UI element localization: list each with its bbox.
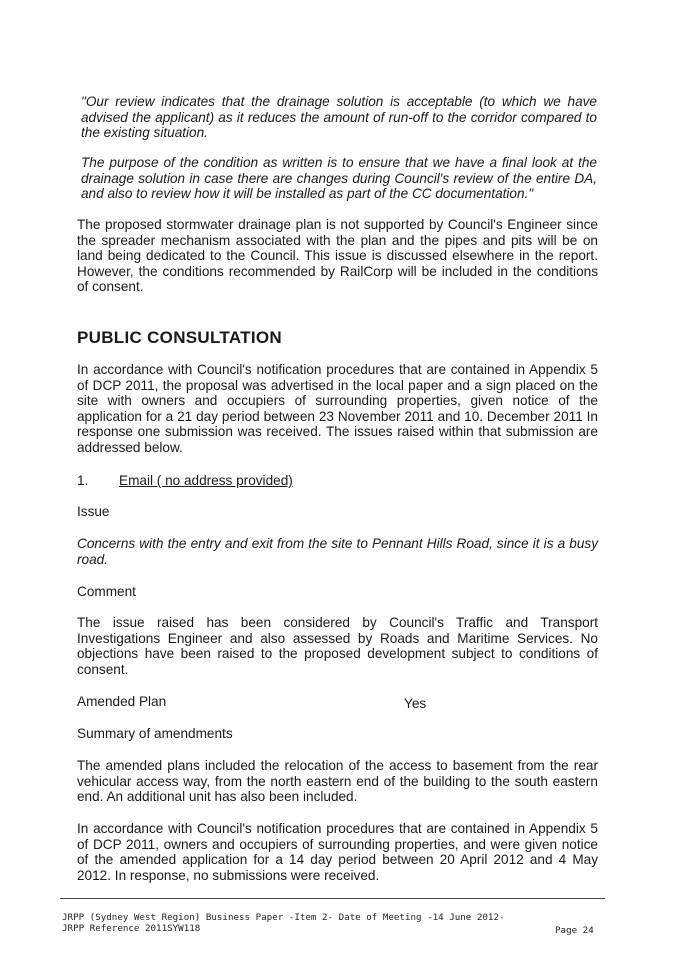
quote-paragraph-1: "Our review indicates that the drainage solution is acceptable (to which we have advised the applicant) as it reduces the amount of run-off to the corridor compared to the existing situation. — [81, 94, 597, 141]
footer-line-1: JRPP (Sydney West Region) Business Paper -Item 2- Date of Meeting -14 June 2012- — [62, 912, 505, 923]
summary-text: The amended plans included the relocation of the access to basement from the rear vehicular access way, from the north eastern end of the building to the south eastern end. An additional unit has also been included. — [77, 758, 598, 805]
issue-text: Concerns with the entry and exit from the site to Pennant Hills Road, since it is a busy road. — [77, 536, 598, 567]
page-number: Page 24 — [555, 925, 594, 936]
submission-number: 1. — [77, 473, 89, 488]
comment-text: The issue raised has been considered by Council's Traffic and Transport Investigations Engineer and also assessed by Roads and Maritime Services. No objections have been raised to the proposed development subject to conditions of consent. — [77, 615, 598, 677]
quote-block-2 — [81, 155, 597, 202]
section-heading: PUBLIC CONSULTATION — [77, 328, 282, 347]
footer-line-2: JRPP Reference 2011SYW118 — [62, 923, 201, 934]
footer — [62, 912, 602, 934]
consultation-paragraph: In accordance with Council's notification procedures that are contained in Appendix 5 of DCP 2011, the proposal was advertised in the local paper and a sign placed on the site with owners and occupiers of surrounding properties, given notice of the application for a 21 day period between 23 November 2011 and 10. December 2011 In response one submission was received. The issues raised within that submission are addressed below. — [77, 362, 598, 455]
submission-title: Email ( no address provided) — [119, 473, 293, 488]
summary-label: Summary of amendments — [77, 726, 233, 741]
drainage-paragraph: The proposed stormwater drainage plan is not supported by Council's Engineer since the spreader mechanism associated with the plan and the pipes and pits will be on land being dedicated to the Council. This issue is discussed elsewhere in the report. However, the conditions recommended by RailCorp will be included in the conditions of consent. — [77, 217, 598, 295]
issue-label: Issue — [77, 504, 110, 519]
amended-plan-label: Amended Plan — [77, 694, 167, 709]
submission-heading — [77, 473, 598, 488]
comment-label: Comment — [77, 584, 136, 599]
amended-plan-value: Yes — [404, 696, 427, 711]
amended-plan-row — [77, 694, 598, 709]
quote-block — [81, 94, 597, 141]
notification-text: In accordance with Council's notification procedures that are contained in Appendix 5 of DCP 2011, owners and occupiers of surrounding properties, and were given notice of the amended application for a 14 day period between 20 April 2012 and 4 May 2012. In response, no submissions were received. — [77, 821, 598, 883]
quote-paragraph-2: The purpose of the condition as written is to ensure that we have a final look at the drainage solution in case there are changes during Council's review of the entire DA, and also to review how it will be installed as part of the CC documentation." — [81, 155, 597, 202]
footer-divider — [60, 898, 605, 899]
